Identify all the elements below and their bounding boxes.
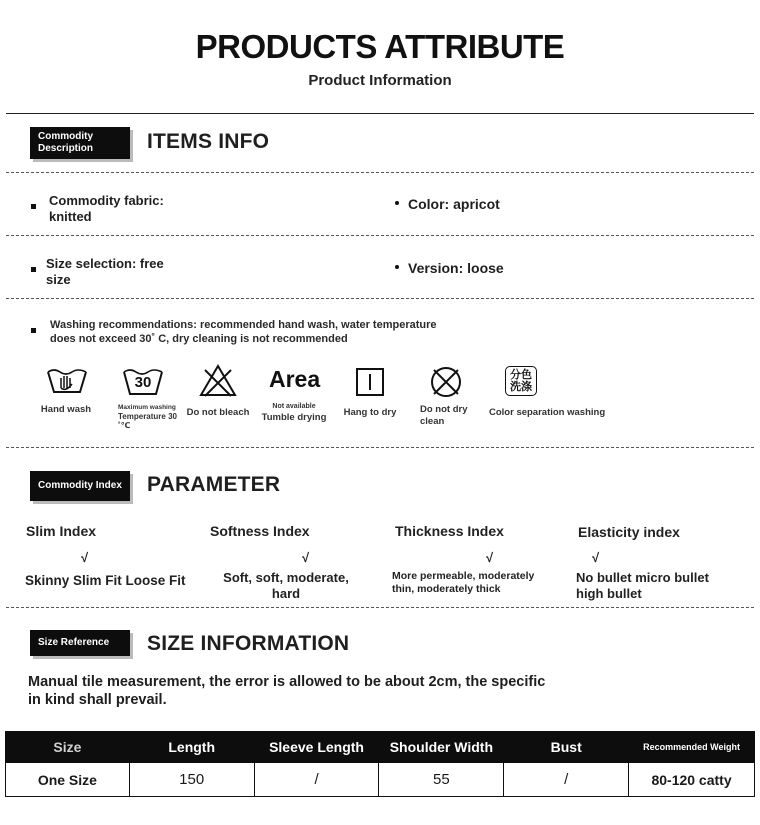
commodity-description-tag (30, 127, 130, 159)
no-bleach-label: Do not bleach (186, 407, 250, 418)
size-reference-tag: Size Reference (30, 630, 130, 656)
divider (6, 172, 754, 173)
items-info-title: ITEMS INFO (147, 130, 270, 153)
elasticity-index-value (576, 570, 709, 602)
temp-line-3: ˚℃ (118, 421, 131, 430)
dry-line-2: clean (420, 416, 445, 427)
softness-line-1: Soft, soft, moderate, (223, 570, 349, 585)
fabric-info (49, 193, 164, 225)
header-recommended-weight: Recommended Weight (629, 732, 755, 763)
commodity-index-tag: Commodity Index (30, 471, 130, 501)
max-wash-temp-label (118, 403, 177, 430)
hang-dry-label: Hang to dry (343, 407, 397, 418)
hang-dry-icon (356, 368, 384, 396)
header-bust: Bust (504, 732, 629, 763)
washing-line-1: Washing recommendations: recommended hand wash, water temperature (50, 319, 437, 331)
softness-line-2: hard (271, 586, 301, 601)
size-table (5, 731, 755, 797)
bullet (395, 265, 399, 269)
tag-line-1: Commodity (38, 131, 93, 142)
thickness-line-1: More permeable, moderately (392, 570, 535, 582)
no-dry-clean-label (420, 404, 468, 428)
note-line-2: in kind shall prevail. (28, 692, 167, 708)
elasticity-line-2: high bullet (576, 586, 642, 601)
temp-line-1: Maximum washing (118, 404, 176, 411)
area-line-1: Not available (272, 403, 316, 410)
no-bleach-icon (199, 364, 237, 398)
divider (6, 235, 754, 236)
parameter-title: PARAMETER (147, 473, 281, 496)
header-shoulder-width: Shoulder Width (379, 732, 504, 763)
elasticity-index-check: √ (592, 550, 600, 565)
dry-line-1: Do not dry (420, 404, 468, 415)
no-tumble-dry-label (256, 402, 332, 424)
softness-index-value (208, 570, 364, 602)
slim-index-heading: Slim Index (26, 523, 97, 539)
divider (6, 607, 754, 608)
cell-length: 150 (129, 763, 254, 797)
fabric-line-1: Commodity fabric: (49, 193, 164, 208)
measurement-note (28, 673, 545, 709)
elasticity-index-heading: Elasticity index (578, 524, 680, 540)
washing-line-2: does not exceed 30˚ C, dry cleaning is not recommended (50, 333, 348, 345)
header-sleeve-length: Sleeve Length (254, 732, 379, 763)
thickness-index-heading: Thickness Index (395, 523, 504, 539)
bullet (31, 204, 36, 209)
color-info: Color: apricot (408, 196, 500, 212)
no-dry-clean-icon (430, 366, 462, 398)
divider (6, 298, 754, 299)
color-separation-label: Color separation washing (489, 407, 606, 418)
sep-glyph-line-1: 分色 (510, 369, 532, 381)
tag-line-2: Description (38, 143, 94, 154)
bullet (31, 267, 36, 272)
softness-index-heading: Softness Index (210, 523, 310, 539)
page-subtitle: Product Information (308, 72, 452, 89)
washing-recommendation (50, 318, 437, 346)
header-size: Size (6, 732, 130, 763)
thickness-index-value (392, 570, 534, 596)
version-info: Version: loose (408, 260, 504, 276)
hand-wash-label: Hand wash (40, 404, 92, 415)
fabric-line-2: knitted (49, 209, 92, 224)
area-word: Area (269, 366, 321, 392)
slim-index-check: √ (81, 550, 89, 565)
bullet (395, 201, 399, 205)
slim-index-value: Skinny Slim Fit Loose Fit (25, 573, 186, 588)
softness-index-check: √ (302, 550, 310, 565)
cell-recommended-weight: 80-120 catty (629, 763, 755, 797)
color-separation-icon (505, 366, 537, 396)
page-title: PRODUCTS ATTRIBUTE (195, 28, 565, 65)
sep-glyph-line-2: 洗涤 (510, 381, 532, 393)
size-line-1: Size selection: free (46, 256, 164, 271)
thickness-line-2: thin, moderately thick (392, 583, 501, 595)
divider (6, 447, 754, 448)
size-information-title: SIZE INFORMATION (147, 632, 350, 655)
size-line-2: size (46, 272, 71, 287)
hand-wash-icon (46, 366, 88, 398)
thickness-index-check: √ (486, 550, 494, 565)
cell-sleeve-length: / (254, 763, 379, 797)
wash-temp-number: 30 (134, 374, 152, 391)
table-header-row (6, 732, 755, 763)
header-length: Length (129, 732, 254, 763)
cell-bust: / (504, 763, 629, 797)
elasticity-line-1: No bullet micro bullet (576, 570, 709, 585)
size-selection-info (46, 256, 164, 288)
note-line-1: Manual tile measurement, the error is allowed to be about 2cm, the specific (28, 674, 546, 690)
wash-30-icon (122, 366, 164, 398)
cell-shoulder-width: 55 (379, 763, 504, 797)
header-divider (6, 113, 754, 114)
table-row (6, 763, 755, 797)
bullet (31, 328, 36, 333)
cell-size: One Size (6, 763, 130, 797)
temp-line-2: Temperature 30 (118, 412, 177, 421)
area-line-2: Tumble drying (261, 412, 327, 423)
